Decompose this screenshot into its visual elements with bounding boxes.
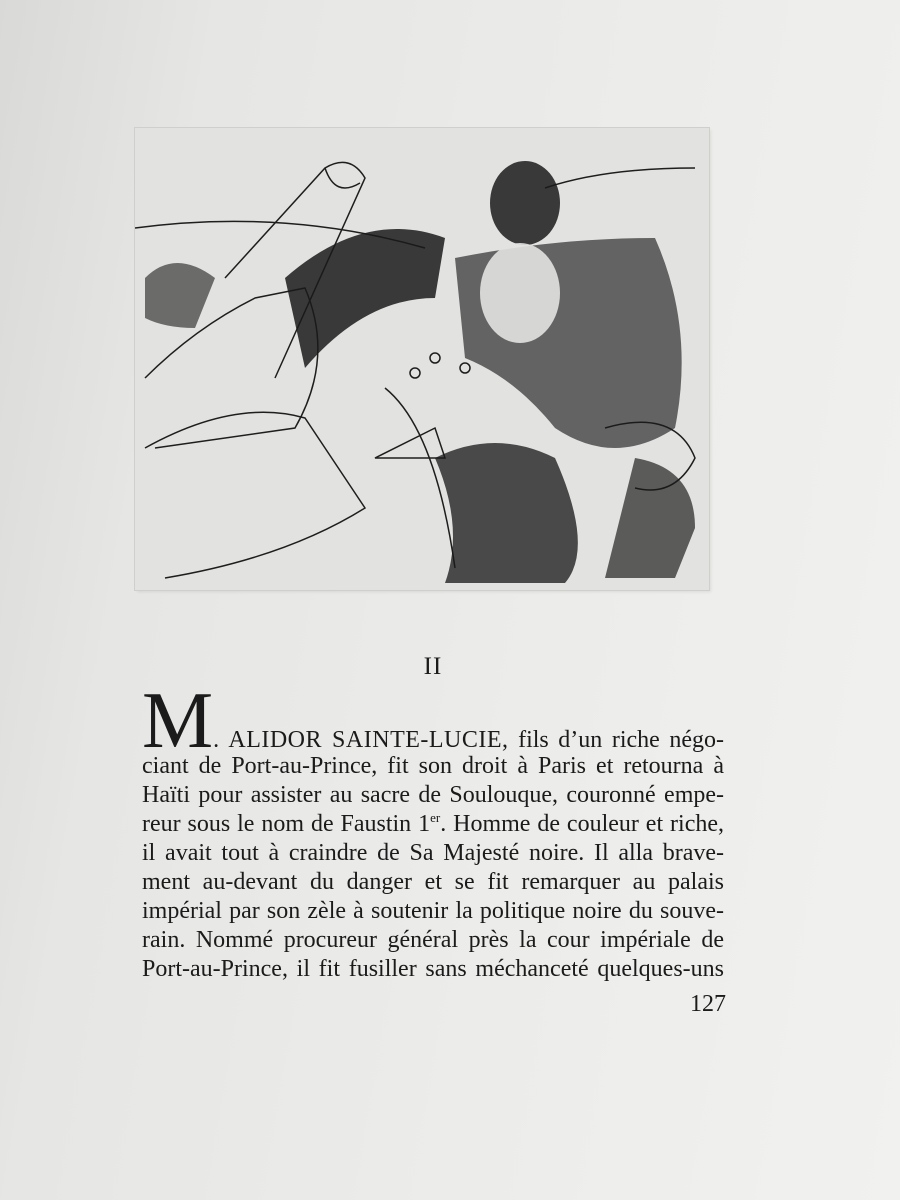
body-text [142,677,724,984]
text-line: impérial par son zèle à soutenir la politique noire du souve- [142,898,724,924]
text-line: ment au-devant du danger et se fit remarquer au palais [142,869,724,895]
text-line: Haïti pour assister au sacre de Soulouque, couronné empe- [142,782,724,808]
text-line: ciant de Port-au-Prince, fit son droit à Paris et retourna à [142,753,724,779]
text-line: rain. Nommé procureur général près la cour impériale de [142,927,724,953]
drop-cap: M [142,677,214,765]
etching-drawing [135,128,709,590]
text-line: reur sous le nom de Faustin 1er. Homme de couleur et riche, [142,810,724,837]
text-line [142,677,724,765]
etching-illustration [135,128,709,590]
text-line: Port-au-Prince, il fit fusiller sans méchanceté quelques-uns [142,956,724,982]
chapter-number: II [423,653,443,680]
text-line: il avait tout à craindre de Sa Majesté noire. Il alla brave- [142,840,724,866]
page-number: 127 [690,991,726,1017]
first-line-text: . ALIDOR SAINTE-LUCIE, fils d’un riche négo- [213,727,724,753]
